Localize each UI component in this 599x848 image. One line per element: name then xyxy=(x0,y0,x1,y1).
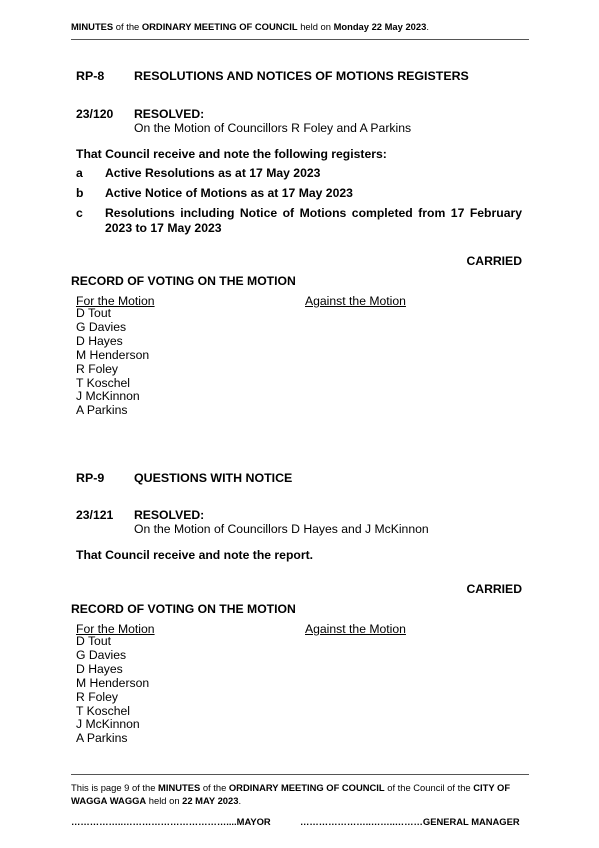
header-minutes: MINUTES xyxy=(71,21,114,32)
councillor-name: A Parkins xyxy=(76,403,128,418)
footer-text: This is page 9 of the xyxy=(71,782,159,793)
motion-movers: On the Motion of Councillors R Foley and A Parkins xyxy=(134,121,412,135)
carried-label: CARRIED xyxy=(466,254,522,268)
mayor-signature-line: ……………..……………………………....MAYOR xyxy=(71,816,271,827)
point-letter: b xyxy=(76,186,84,200)
footer-date: 22 MAY 2023 xyxy=(182,795,239,806)
point-text: Active Resolutions as at 17 May 2023 xyxy=(105,166,321,180)
header-divider xyxy=(71,39,529,40)
motion-movers: On the Motion of Councillors D Hayes and J McKinnon xyxy=(134,522,429,536)
header-text: of the xyxy=(113,21,142,32)
header-text: . xyxy=(426,21,429,32)
for-names-list xyxy=(76,307,149,418)
header-text: held on xyxy=(297,21,334,32)
resolution-statement: That Council receive and note the report. xyxy=(76,548,314,562)
point-letter: c xyxy=(76,206,83,220)
councillor-name: G Davies xyxy=(76,647,127,662)
councillor-name: T Koschel xyxy=(76,703,130,718)
resolution-number: 23/121 xyxy=(76,508,114,522)
general-manager-signature-line: …………………..……..………GENERAL MANAGER xyxy=(300,816,520,827)
footer-text: of the Council of the xyxy=(384,782,474,793)
item-code: RP-9 xyxy=(76,471,105,485)
carried-label: CARRIED xyxy=(466,582,522,596)
voting-record-title: RECORD OF VOTING ON THE MOTION xyxy=(71,602,296,616)
item-title: QUESTIONS WITH NOTICE xyxy=(134,471,293,485)
councillor-name: G Davies xyxy=(76,319,127,334)
header-meeting: ORDINARY MEETING OF COUNCIL xyxy=(141,21,298,32)
page-header xyxy=(71,21,429,32)
against-motion-label: Against the Motion xyxy=(305,622,406,636)
footer-meeting: ORDINARY MEETING OF COUNCIL xyxy=(228,782,385,793)
councillor-name: J McKinnon xyxy=(76,717,140,732)
resolved-label: RESOLVED: xyxy=(134,508,205,522)
resolution-statement: That Council receive and note the following registers: xyxy=(76,147,387,161)
for-motion-label: For the Motion xyxy=(76,294,155,308)
councillor-name: R Foley xyxy=(76,689,118,704)
page-footer xyxy=(71,781,529,807)
resolved-label: RESOLVED: xyxy=(134,107,205,121)
voting-record-title: RECORD OF VOTING ON THE MOTION xyxy=(71,274,296,288)
councillor-name: A Parkins xyxy=(76,731,128,746)
councillor-name: M Henderson xyxy=(76,675,150,690)
footer-text: . xyxy=(238,795,242,806)
for-motion-label: For the Motion xyxy=(76,622,155,636)
item-title: RESOLUTIONS AND NOTICES OF MOTIONS REGISTERS xyxy=(134,69,469,83)
point-letter: a xyxy=(76,166,83,180)
item-code: RP-8 xyxy=(76,69,105,83)
header-date: Monday 22 May 2023 xyxy=(333,21,427,32)
point-text: Resolutions including Notice of Motions completed from 17 February 2023 to 17 May 2023 xyxy=(105,206,522,235)
resolution-number: 23/120 xyxy=(76,107,114,121)
councillor-name: R Foley xyxy=(76,361,118,376)
councillor-name: M Henderson xyxy=(76,347,150,362)
point-text: Active Notice of Motions as at 17 May 2023 xyxy=(105,186,353,200)
councillor-name: D Hayes xyxy=(76,661,123,676)
councillor-name: T Koschel xyxy=(76,375,130,390)
footer-text: held on xyxy=(146,795,183,806)
footer-divider xyxy=(71,774,529,775)
footer-council-name: CITY OF WAGGA WAGGA xyxy=(71,782,511,806)
for-names-list xyxy=(76,635,149,746)
footer-minutes: MINUTES xyxy=(158,782,201,793)
against-motion-label: Against the Motion xyxy=(305,294,406,308)
footer-text: of the xyxy=(200,782,229,793)
councillor-name: D Hayes xyxy=(76,333,123,348)
councillor-name: D Tout xyxy=(76,306,112,320)
councillor-name: D Tout xyxy=(76,634,112,648)
councillor-name: J McKinnon xyxy=(76,389,140,404)
